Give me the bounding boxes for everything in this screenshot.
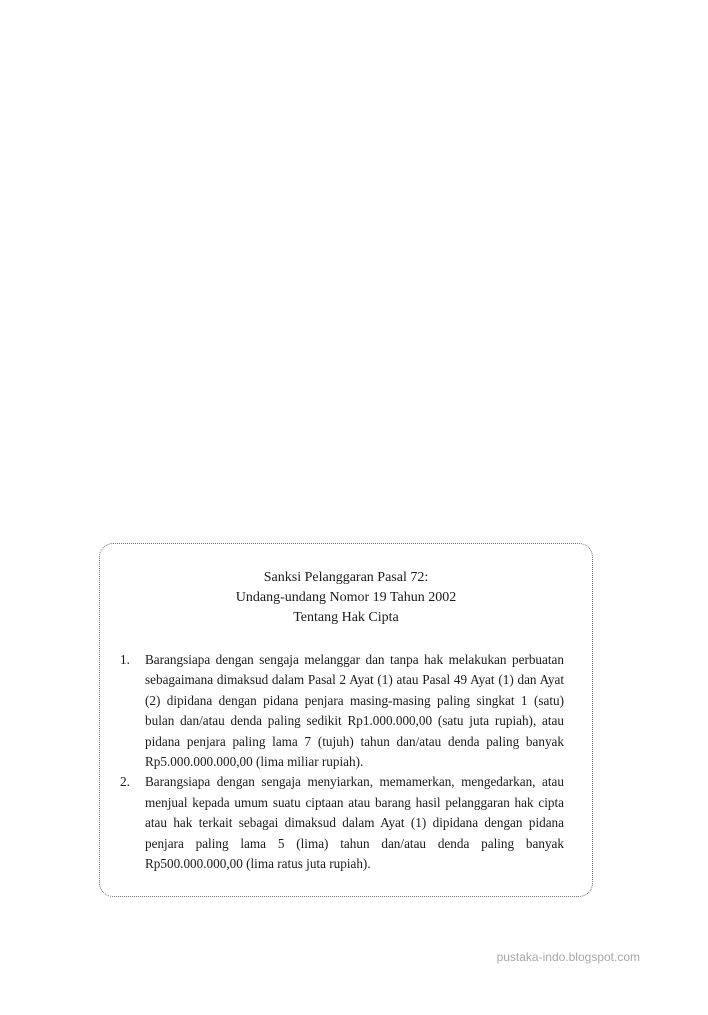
notice-heading: [100, 568, 592, 628]
notice-heading-line-1: Sanksi Pelanggaran Pasal 72:: [263, 570, 429, 585]
clause-text: Barangsiapa dengan sengaja menyiarkan, memamerkan, mengedarkan, atau menjual kepada umum suatu ciptaan atau barang hasil pelanggaran hak cipta atau hak terkait sebagai dimaksud dalam Ayat (1) dipidana dengan pidana penjara paling lama 5 (lima) tahun dan/atau denda paling banyak Rp500.000.000,00 (lima ratus juta rupiah).: [145, 774, 564, 872]
copyright-notice-box: [99, 543, 593, 897]
sanction-clause: [120, 650, 564, 772]
clause-number: 1.: [120, 652, 130, 667]
sanction-clause-list: [120, 650, 564, 874]
clause-text: Barangsiapa dengan sengaja melanggar dan tanpa hak melakukan perbuatan sebagaimana dimaksud dalam Pasal 2 Ayat (1) atau Pasal 49 Ayat (1) dan Ayat (2) dipidana dengan pidana penjara masing-masing paling singkat 1 (satu) bulan dan/atau denda paling sedikit Rp1.000.000,00 (satu juta rupiah), atau pidana penjara paling lama 7 (tujuh) tahun dan/atau denda paling banyak Rp5.000.000.000,00 (lima miliar rupiah).: [145, 652, 564, 770]
notice-heading-line-2: Undang-undang Nomor 19 Tahun 2002: [235, 590, 457, 605]
clause-number: 2.: [120, 774, 130, 790]
notice-heading-line-3: Tentang Hak Cipta: [293, 610, 399, 625]
sanction-clause: [120, 772, 564, 874]
source-watermark: pustaka-indo.blogspot.com: [496, 950, 640, 964]
